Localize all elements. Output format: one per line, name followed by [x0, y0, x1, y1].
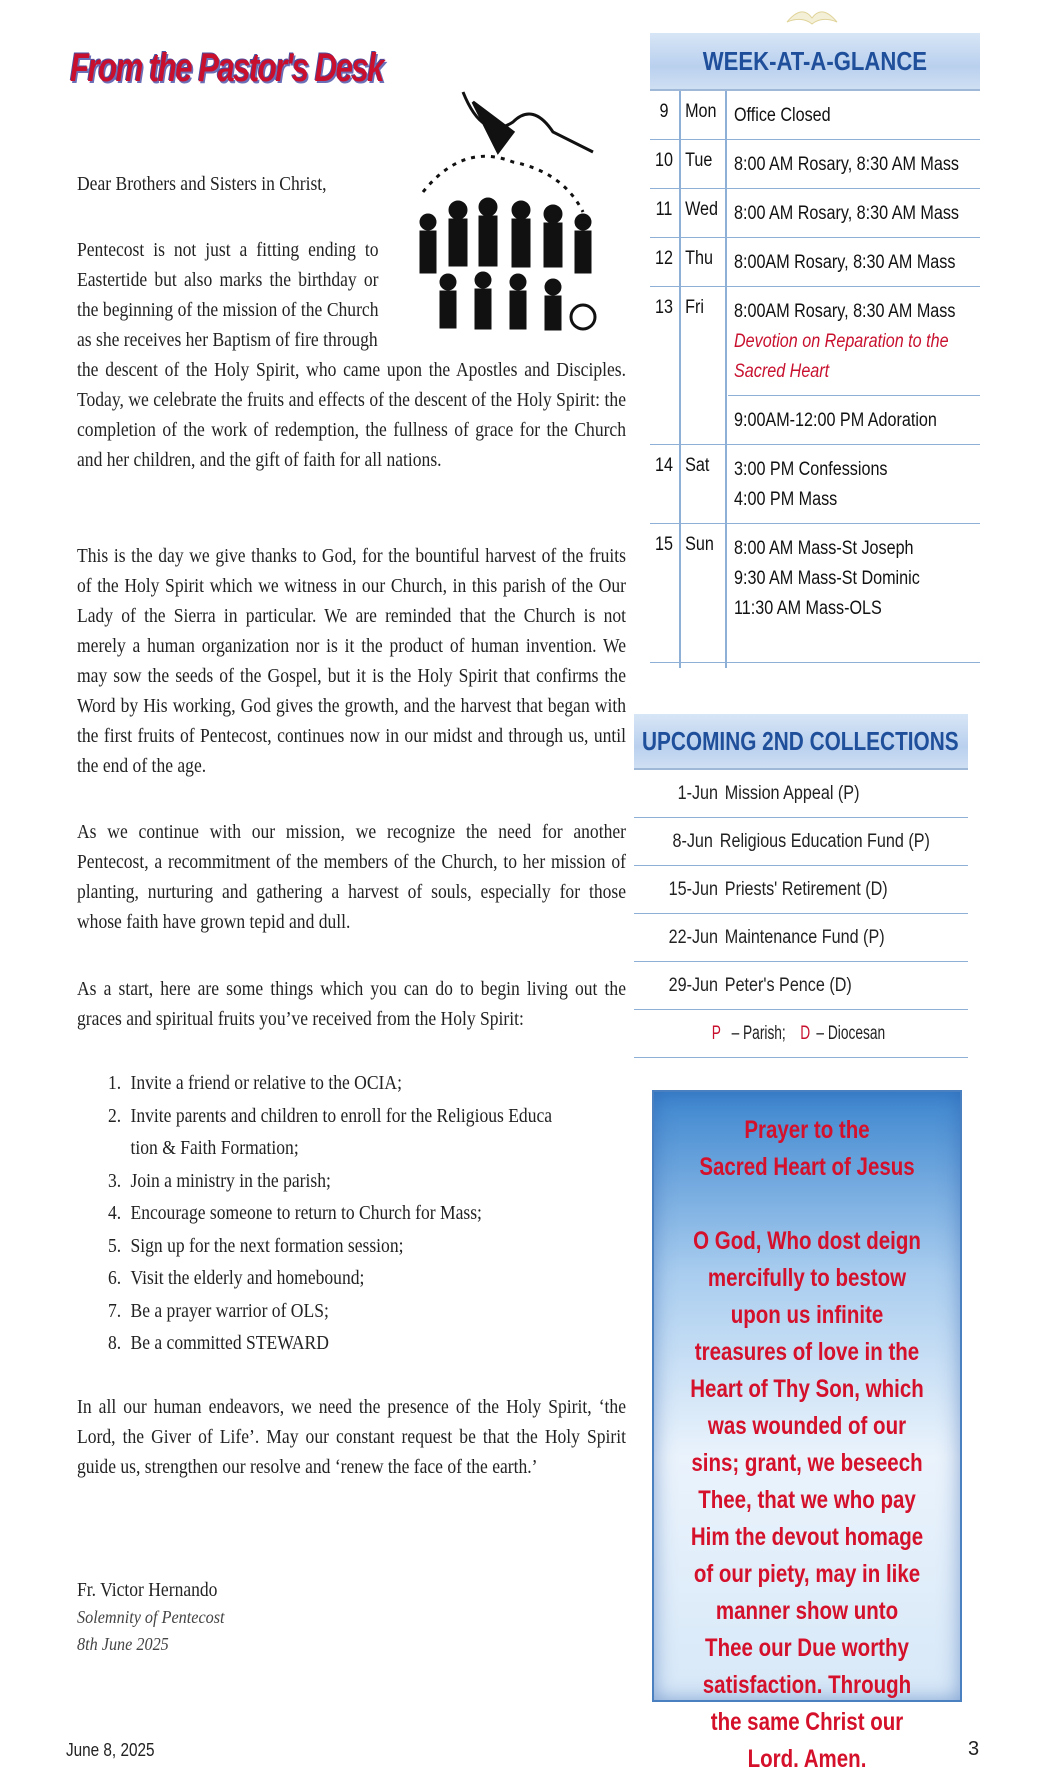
collections-legend: P – Parish; D– Diocesan [634, 1010, 968, 1058]
week-day-number: 15 [655, 534, 673, 555]
letter-salutation: Dear Brothers and Sisters in Christ, [77, 174, 327, 195]
week-day-number: 10 [655, 150, 673, 171]
week-events: 8:00AM Rosary, 8:30 AM Mass Devotion on Reparation to the Sacred Heart [734, 301, 956, 382]
list-item: 4. Encourage someone to return to Church for Mass; [108, 1203, 482, 1224]
week-weekday: Thu [685, 248, 713, 269]
action-list [108, 1068, 576, 1361]
collection-row [634, 818, 968, 866]
week-weekday: Fri [685, 297, 704, 318]
letter-paragraph-2: This is the day we give thanks to God, for the bountiful harvest of the fruits of the Holy Spirit which we witness in our Church, in this parish of the Our Lady of the Sierra in particular. We are reminded that the Church is not merely a human organization nor is it the product of human invention. We may sow the seeds of the Gospel, but it is the Holy Spirit that confirms the Word by His working, God gives the growth, and the harvest that began with the first fruits of Pentecost, continues now in our midst and through us, until the end of the age. [77, 546, 626, 777]
collection-row [634, 962, 968, 1010]
footer-date: June 8, 2025 [66, 1740, 155, 1760]
collection-name: Priests' Retirement (D) [724, 878, 888, 900]
week-row [650, 524, 980, 663]
week-row [650, 287, 980, 445]
week-day-number: 11 [655, 199, 673, 220]
collection-row [634, 914, 968, 962]
week-row [650, 189, 980, 238]
week-row [650, 445, 980, 524]
week-at-a-glance-header: WEEK-AT-A-GLANCE [650, 33, 980, 91]
collection-row [634, 770, 968, 818]
week-day-number: 13 [655, 297, 673, 318]
dove-icon [777, 0, 847, 28]
week-day-number: 9 [659, 101, 669, 122]
list-item: 5. Sign up for the next formation session; [108, 1235, 404, 1257]
letter-paragraph-1: Pentecost is not just a fitting ending to Eastertide but also marks the birthday or the beginning of the mission of the Church as she receives her Baptism of fire through the descent of the Holy Spirit, who came upon the Apostles and Disciples. Today, we celebrate the fruits and effects of the descent of the Holy Spirit: the completion of the work of redemption, the fullness of grace for the Church and her children, and the gift of faith for all nations. [77, 240, 626, 471]
prayer-title: Prayer to the Sacred Heart of Jesus [699, 1116, 915, 1181]
week-row [650, 238, 980, 287]
collections-header: UPCOMING 2ND COLLECTIONS [634, 714, 968, 770]
week-events: Office Closed [734, 105, 831, 126]
prayer-text: O God, Who dost deign mercifully to bestow upon us infinite treasures of love in the Heart of Thy Son, which was wounded of our sins; grant, we beseech Thee, that we who pay Him the devout homage of our piety, may in like manner show unto Thee our Due worthy satisfaction. Through the same Christ our Lord. Amen. [690, 1227, 924, 1773]
collection-date: 22-Jun [668, 926, 718, 948]
week-events: 8:00 AM Rosary, 8:30 AM Mass [734, 154, 959, 175]
collection-date: 29-Jun [668, 974, 718, 996]
week-weekday: Mon [685, 101, 717, 122]
prayer-box [652, 1090, 962, 1773]
collection-name: Mission Appeal (P) [724, 782, 860, 804]
collection-date: 8-Jun [672, 830, 713, 852]
week-row [650, 140, 980, 189]
collection-row [634, 866, 968, 914]
week-day-number: 14 [655, 455, 673, 476]
list-item-continued: tion & Faith Formation; [130, 1138, 299, 1159]
letter-paragraph-3: As we continue with our mission, we recognize the need for another Pentecost, a recommitment of the members of the Church, to her mission of planting, nurturing and gathering a harvest of souls, especially for those whose faith have grown tepid and dull. [77, 822, 626, 933]
collection-date: 15-Jun [668, 878, 718, 900]
signature-block [77, 1577, 225, 1658]
list-item: 1. Invite a friend or relative to the OCIA; [108, 1073, 402, 1094]
page-number: 3 [968, 1738, 980, 1760]
letter-paragraph-4: As a start, here are some things which you can do to begin living out the graces and spiritual fruits you’ve received from the Holy Spirit: [77, 979, 626, 1030]
list-item: 3. Join a ministry in the parish; [108, 1170, 331, 1192]
week-weekday: Tue [685, 150, 713, 171]
week-at-a-glance-table [650, 91, 980, 663]
letter-paragraph-5: In all our human endeavors, we need the presence of the Holy Spirit, ‘the Lord, the Giver of Life’. May our constant request be that the Holy Spirit guide us, strengthen our resolve and ‘renew the face of the earth.’ [77, 1397, 626, 1478]
collection-date: 1-Jun [677, 782, 718, 804]
week-sub-event: 9:00AM-12:00 PM Adoration [728, 395, 980, 444]
signature-date: 8th June 2025 [77, 1634, 169, 1654]
week-events: 3:00 PM Confessions 4:00 PM Mass [734, 459, 888, 510]
list-item: 2. Invite parents and children to enroll for the Religious Educa [108, 1105, 553, 1127]
collection-name: Peter's Pence (D) [724, 974, 852, 996]
signature-occasion: Solemnity of Pentecost [77, 1607, 225, 1627]
week-weekday: Sun [685, 534, 714, 555]
week-row [650, 91, 980, 140]
page-title: From the Pastor's Desk [70, 46, 383, 90]
collection-name: Maintenance Fund (P) [724, 926, 885, 948]
list-item: 6. Visit the elderly and homebound; [108, 1268, 365, 1289]
week-events: 8:00AM Rosary, 8:30 AM Mass [734, 252, 956, 273]
collections-table [634, 770, 968, 1058]
week-events: 8:00 AM Rosary, 8:30 AM Mass [734, 203, 959, 224]
list-item: 8. Be a committed STEWARD [108, 1333, 329, 1354]
list-item: 7. Be a prayer warrior of OLS; [108, 1300, 329, 1322]
collection-name: Religious Education Fund (P) [719, 830, 930, 852]
week-weekday: Wed [685, 199, 719, 220]
signature-name: Fr. Victor Hernando [77, 1580, 218, 1601]
week-weekday: Sat [685, 455, 710, 476]
week-events: 8:00 AM Mass-St Joseph 9:30 AM Mass-St Dominic 11:30 AM Mass-OLS [734, 538, 920, 619]
week-day-number: 12 [655, 248, 673, 269]
